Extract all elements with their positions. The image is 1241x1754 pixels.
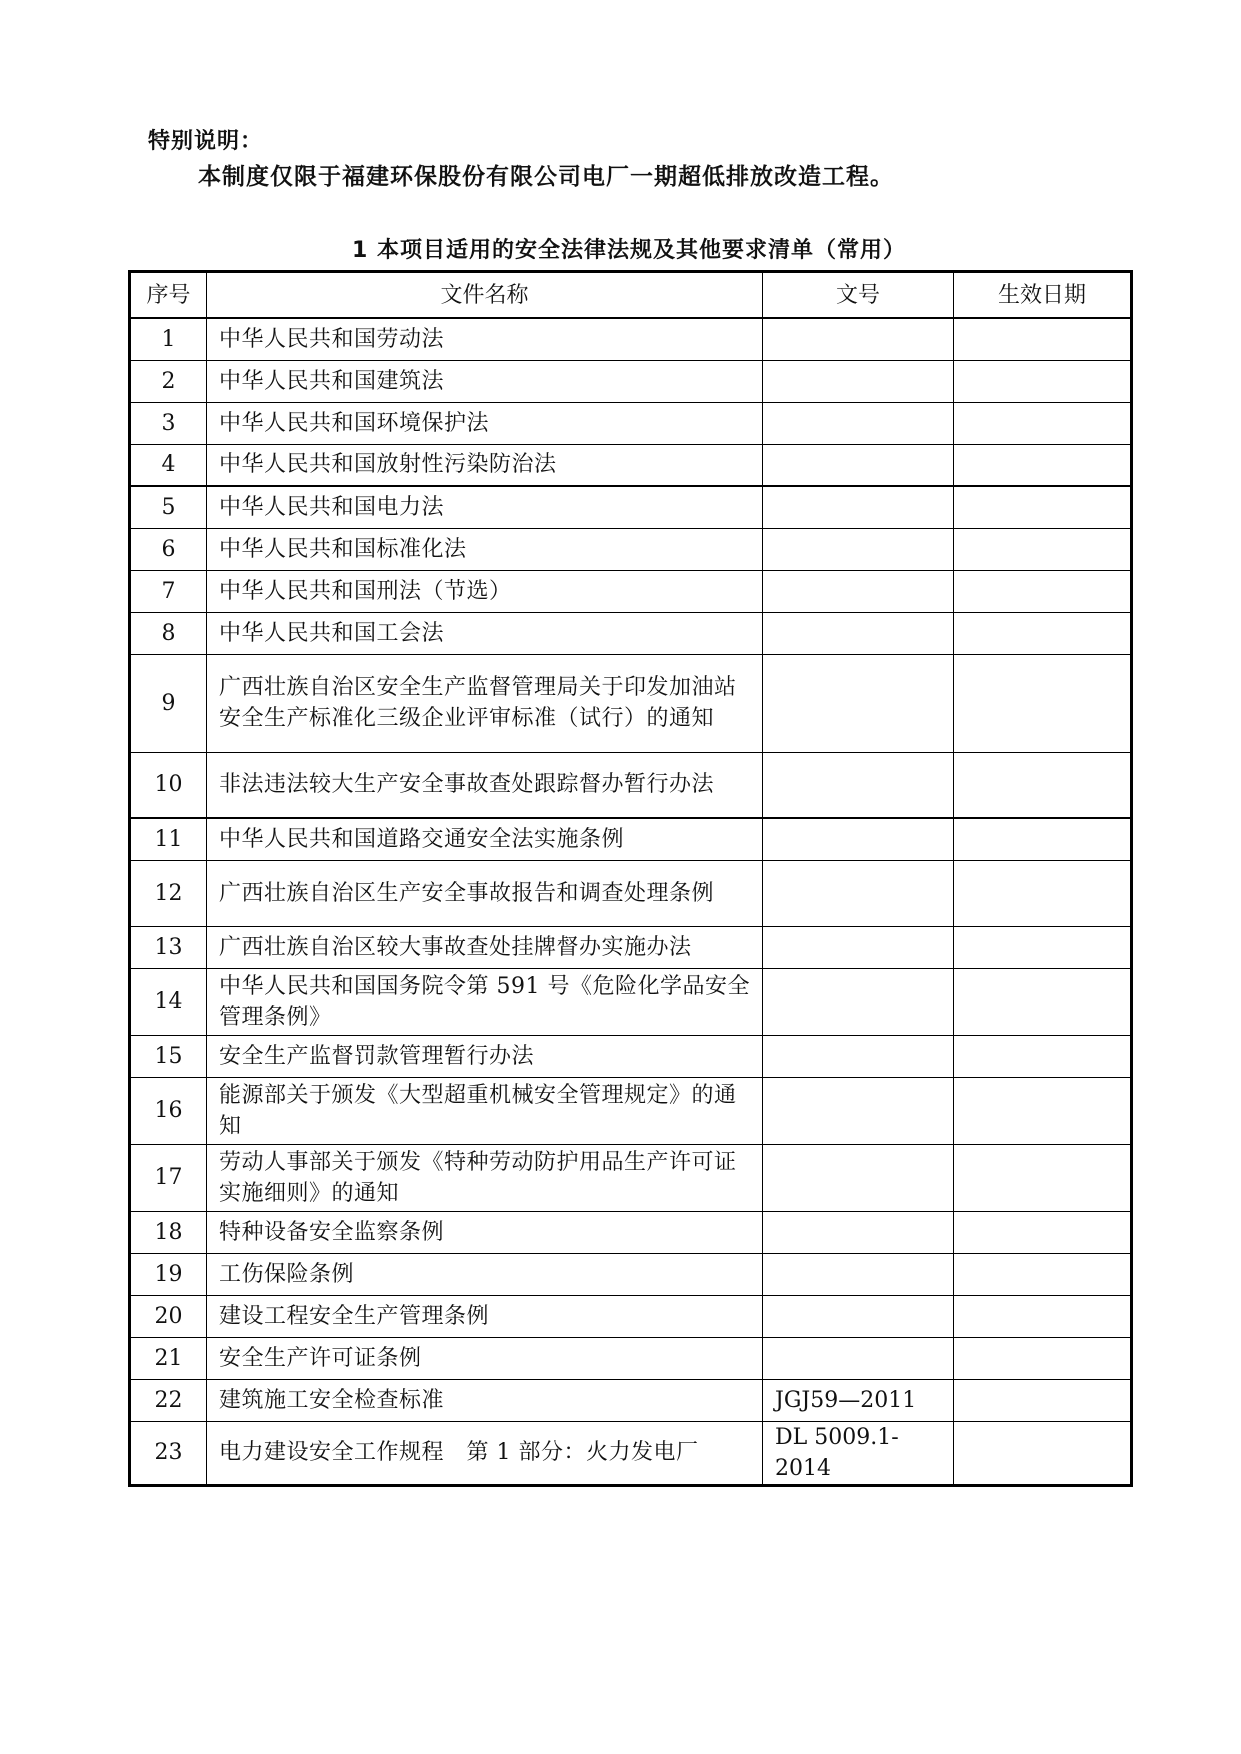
table-row [130,402,1132,444]
table-row [130,612,1132,654]
row-doc [763,968,954,1035]
row-date [954,1295,1132,1337]
row-name: 广西壮族自治区安全生产监督管理局关于印发加油站安全生产标准化三级企业评审标准（试行）的通知 [207,654,763,752]
table-row [130,1421,1132,1485]
special-note-title: 特别说明： [148,129,264,154]
row-num: 23 [130,1421,207,1485]
row-date [954,444,1132,486]
row-date [954,1337,1132,1379]
row-name: 中华人民共和国工会法 [207,612,763,654]
row-doc [763,1144,954,1211]
row-doc [763,612,954,654]
row-num: 4 [130,444,207,486]
row-name: 中华人民共和国建筑法 [207,360,763,402]
row-doc [763,402,954,444]
table-row [130,818,1132,860]
row-doc [763,486,954,528]
row-date [954,1379,1132,1421]
row-doc [763,570,954,612]
row-date [954,1035,1132,1077]
table-row [130,486,1132,528]
row-doc [763,318,954,360]
row-name: 中华人民共和国环境保护法 [207,402,763,444]
row-date [954,486,1132,528]
row-doc [763,926,954,968]
table-row [130,1337,1132,1379]
row-date [954,654,1132,752]
row-doc [763,528,954,570]
table-row [130,444,1132,486]
row-name: 劳动人事部关于颁发《特种劳动防护用品生产许可证实施细则》的通知 [207,1144,763,1211]
table-row [130,1379,1132,1421]
table-row [130,1211,1132,1253]
row-num: 10 [130,752,207,818]
row-date [954,1211,1132,1253]
row-num: 16 [130,1077,207,1144]
row-doc: JGJ59—2011 [763,1379,954,1421]
table-row [130,752,1132,818]
row-doc [763,654,954,752]
row-date [954,318,1132,360]
row-num: 22 [130,1379,207,1421]
table-row [130,1295,1132,1337]
table-row [130,1077,1132,1144]
row-date [954,752,1132,818]
row-name: 中华人民共和国标准化法 [207,528,763,570]
row-doc [763,1337,954,1379]
table-body [130,318,1132,1485]
table-row [130,1253,1132,1295]
row-doc [763,1295,954,1337]
row-date [954,1253,1132,1295]
row-doc [763,860,954,926]
row-num: 2 [130,360,207,402]
row-name: 工伤保险条例 [207,1253,763,1295]
row-num: 6 [130,528,207,570]
row-date [954,818,1132,860]
row-name: 中华人民共和国电力法 [207,486,763,528]
row-num: 19 [130,1253,207,1295]
row-num: 18 [130,1211,207,1253]
row-name: 安全生产许可证条例 [207,1337,763,1379]
row-name: 广西壮族自治区生产安全事故报告和调查处理条例 [207,860,763,926]
row-name: 中华人民共和国国务院令第 591 号《危险化学品安全管理条例》 [207,968,763,1035]
row-name: 建设工程安全生产管理条例 [207,1295,763,1337]
row-date [954,1144,1132,1211]
row-doc [763,752,954,818]
row-date [954,360,1132,402]
header-name: 文件名称 [207,272,763,319]
row-doc [763,1211,954,1253]
header-num: 序号 [130,272,207,319]
row-date [954,860,1132,926]
table-row [130,1144,1132,1211]
row-date [954,570,1132,612]
row-doc [763,1035,954,1077]
row-date [954,402,1132,444]
row-doc [763,360,954,402]
row-num: 15 [130,1035,207,1077]
row-date [954,1421,1132,1485]
row-name: 能源部关于颁发《大型超重机械安全管理规定》的通知 [207,1077,763,1144]
row-num: 9 [130,654,207,752]
row-num: 12 [130,860,207,926]
row-doc [763,818,954,860]
row-name: 中华人民共和国放射性污染防治法 [207,444,763,486]
special-note-body: 本制度仅限于福建环保股份有限公司电厂一期超低排放改造工程。 [198,164,894,190]
row-name: 安全生产监督罚款管理暂行办法 [207,1035,763,1077]
row-doc: DL 5009.1-2014 [763,1421,954,1485]
row-date [954,528,1132,570]
row-num: 21 [130,1337,207,1379]
row-name: 广西壮族自治区较大事故查处挂牌督办实施办法 [207,926,763,968]
row-num: 11 [130,818,207,860]
header-date: 生效日期 [954,272,1132,319]
row-name: 中华人民共和国刑法（节选） [207,570,763,612]
row-date [954,1077,1132,1144]
header-doc: 文号 [763,272,954,319]
table-row [130,360,1132,402]
row-doc [763,1077,954,1144]
row-num: 3 [130,402,207,444]
table-row [130,528,1132,570]
row-date [954,968,1132,1035]
row-num: 5 [130,486,207,528]
row-num: 8 [130,612,207,654]
row-name: 中华人民共和国道路交通安全法实施条例 [207,818,763,860]
table-row [130,318,1132,360]
row-name: 建筑施工安全检查标准 [207,1379,763,1421]
row-num: 20 [130,1295,207,1337]
row-name: 非法违法较大生产安全事故查处跟踪督办暂行办法 [207,752,763,818]
row-doc [763,1253,954,1295]
table-row [130,860,1132,926]
table-row [130,654,1132,752]
row-num: 1 [130,318,207,360]
row-doc [763,444,954,486]
regulations-table [128,270,1133,1487]
table-row [130,570,1132,612]
row-num: 17 [130,1144,207,1211]
table-row [130,1035,1132,1077]
row-num: 13 [130,926,207,968]
row-num: 7 [130,570,207,612]
row-date [954,926,1132,968]
table-header-row [130,272,1132,319]
row-name: 电力建设安全工作规程 第 1 部分：火力发电厂 [207,1421,763,1485]
row-name: 中华人民共和国劳动法 [207,318,763,360]
row-date [954,612,1132,654]
row-name: 特种设备安全监察条例 [207,1211,763,1253]
table-row [130,926,1132,968]
table-row [130,968,1132,1035]
table-title: 1 本项目适用的安全法律法规及其他要求清单（常用） [352,238,906,263]
row-num: 14 [130,968,207,1035]
